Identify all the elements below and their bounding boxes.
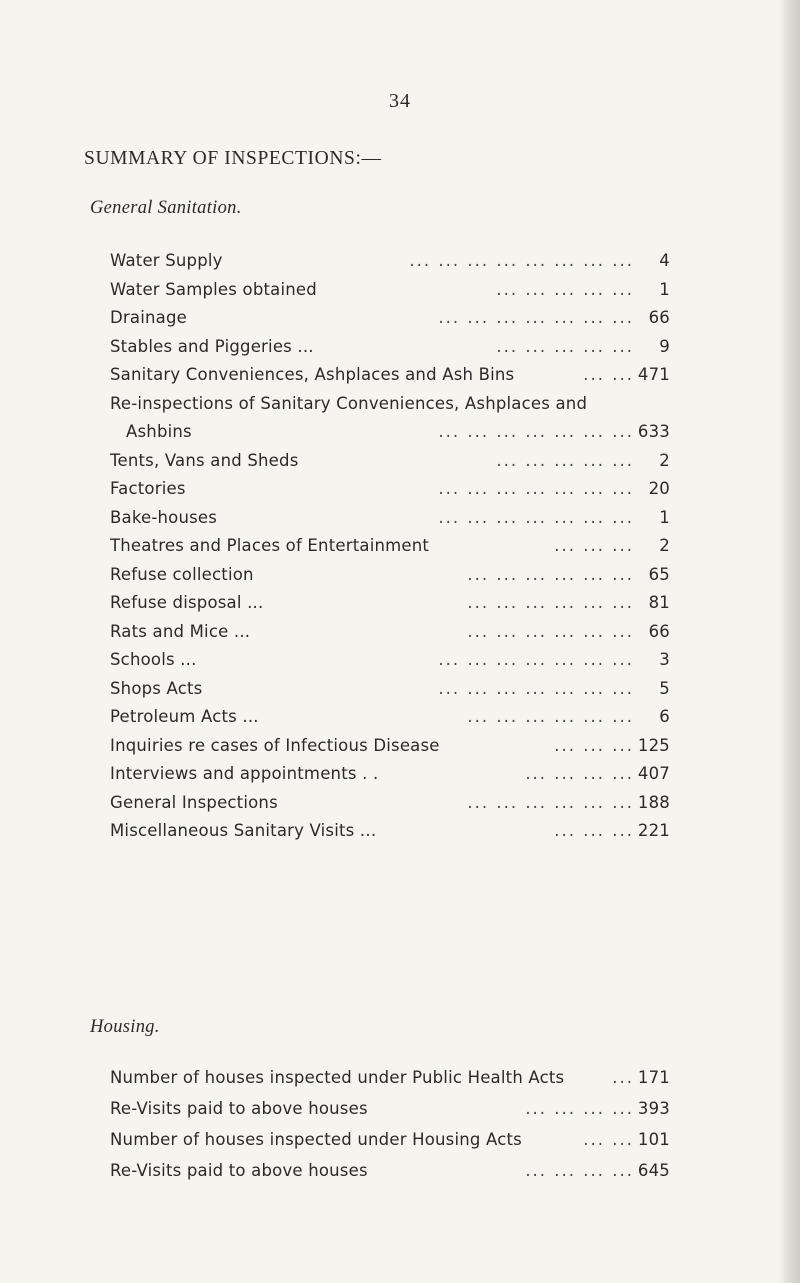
list-item [110, 251, 670, 280]
item-value: 1 [659, 279, 670, 299]
dot-leader: ... ... ... ... ... ... ... [438, 507, 634, 527]
dot-leader: ... ... ... ... ... ... [467, 564, 634, 584]
list-item [110, 308, 670, 337]
item-label: Re-inspections of Sanitary Conveniences, Ashplaces and [110, 393, 588, 413]
item-label: Schools ... [110, 650, 197, 669]
item-value: 65 [648, 564, 670, 584]
list-item [110, 707, 670, 736]
item-label: Water Samples obtained [110, 279, 317, 299]
item-value: 101 [637, 1130, 670, 1149]
dot-leader: ... ... ... ... ... ... [467, 621, 634, 641]
list-item [110, 280, 670, 309]
section-heading-housing: Housing. [90, 1017, 160, 1037]
item-label: General Inspections [110, 792, 278, 812]
item-label: Factories [110, 479, 186, 498]
page-edge-shadow [778, 0, 800, 1283]
list-item [110, 1161, 670, 1192]
item-value: 407 [637, 764, 670, 783]
dot-leader: ... ... ... ... ... [496, 336, 634, 356]
dot-leader: ... ... ... ... [525, 1161, 634, 1180]
dot-leader: ... ... ... ... ... [496, 450, 634, 470]
item-label: Stables and Piggeries ... [110, 336, 314, 356]
list-item [110, 736, 670, 765]
dot-leader: ... ... ... ... [525, 764, 634, 783]
item-value: 171 [637, 1068, 670, 1087]
list-item [110, 679, 670, 708]
item-value: 4 [659, 251, 670, 270]
list-item [110, 394, 670, 451]
page-title: SUMMARY OF INSPECTIONS:— [84, 148, 382, 169]
item-value: 81 [648, 593, 670, 612]
item-value: 125 [637, 735, 670, 755]
list-item [110, 593, 670, 622]
item-value: 66 [648, 308, 670, 327]
item-value: 5 [659, 678, 670, 698]
item-value: 1 [659, 507, 670, 527]
dot-leader: ... ... ... ... [525, 1099, 634, 1118]
item-label: Bake-houses [110, 507, 218, 527]
dot-leader: ... ... ... ... ... ... ... [438, 650, 634, 669]
dot-leader: ... ... ... ... ... ... [467, 593, 634, 612]
list-item [110, 536, 670, 565]
item-label: Re-Visits paid to above houses [110, 1099, 368, 1118]
dot-leader: ... ... [583, 365, 634, 384]
dot-leader: ... ... ... [554, 821, 634, 840]
item-value: 6 [659, 707, 670, 726]
dot-leader: ... ... ... [554, 735, 634, 755]
item-label: Refuse collection [110, 564, 254, 584]
item-label: Rats and Mice ... [110, 621, 251, 641]
page-number: 34 [389, 90, 411, 112]
list-item [110, 1068, 670, 1099]
list-item [110, 1099, 670, 1130]
item-label: Drainage [110, 308, 187, 327]
item-label-continued: Ashbins [126, 422, 192, 441]
item-value: 221 [637, 821, 670, 840]
list-item [110, 622, 670, 651]
list-item [110, 508, 670, 537]
item-value: 3 [659, 650, 670, 669]
dot-leader: ... ... ... [554, 536, 634, 555]
item-label: Miscellaneous Sanitary Visits ... [110, 821, 377, 840]
list-item [110, 764, 670, 793]
list-item [110, 365, 670, 394]
list-item [110, 650, 670, 679]
dot-leader: ... ... ... ... ... ... [467, 792, 634, 812]
item-label: Re-Visits paid to above houses [110, 1161, 368, 1180]
item-label: Shops Acts [110, 678, 203, 698]
dot-leader: ... ... ... ... ... ... ... [438, 422, 634, 441]
item-label: Refuse disposal ... [110, 593, 264, 612]
item-value: 20 [648, 479, 670, 498]
item-value: 2 [659, 536, 670, 555]
list-item [110, 821, 670, 850]
dot-leader: ... ... ... ... ... ... ... [438, 308, 634, 327]
general-sanitation-list [110, 251, 670, 850]
item-label: Sanitary Conveniences, Ashplaces and Ash Bins [110, 365, 515, 384]
item-label: Theatres and Places of Entertainment [110, 536, 430, 555]
list-item [110, 337, 670, 366]
item-value: 66 [648, 621, 670, 641]
dot-leader: ... ... ... ... ... [496, 279, 634, 299]
dot-leader: ... ... ... ... ... ... [467, 707, 634, 726]
item-label: Inquiries re cases of Infectious Disease [110, 735, 440, 755]
dot-leader: ... ... ... ... ... ... ... [438, 678, 634, 698]
item-value: 471 [637, 365, 670, 384]
housing-list [110, 1068, 670, 1192]
list-item [110, 793, 670, 822]
list-item [110, 479, 670, 508]
list-item [110, 451, 670, 480]
item-value: 9 [659, 336, 670, 356]
item-value: 645 [637, 1161, 670, 1180]
item-label: Interviews and appointments . . [110, 764, 379, 783]
item-label: Tents, Vans and Sheds [110, 450, 299, 470]
dot-leader: ... [612, 1068, 634, 1087]
list-item [110, 565, 670, 594]
item-value: 2 [659, 450, 670, 470]
item-value: 633 [637, 422, 670, 441]
item-label: Number of houses inspected under Public Health Acts [110, 1068, 565, 1087]
item-label: Number of houses inspected under Housing Acts [110, 1130, 522, 1149]
item-value: 393 [637, 1099, 670, 1118]
item-label: Petroleum Acts ... [110, 707, 259, 726]
item-label: Water Supply [110, 251, 223, 270]
dot-leader: ... ... [583, 1130, 634, 1149]
section-heading-general-sanitation: General Sanitation. [90, 198, 242, 218]
dot-leader: ... ... ... ... ... ... ... ... [409, 251, 634, 270]
dot-leader: ... ... ... ... ... ... ... [438, 479, 634, 498]
item-value: 188 [637, 792, 670, 812]
list-item [110, 1130, 670, 1161]
